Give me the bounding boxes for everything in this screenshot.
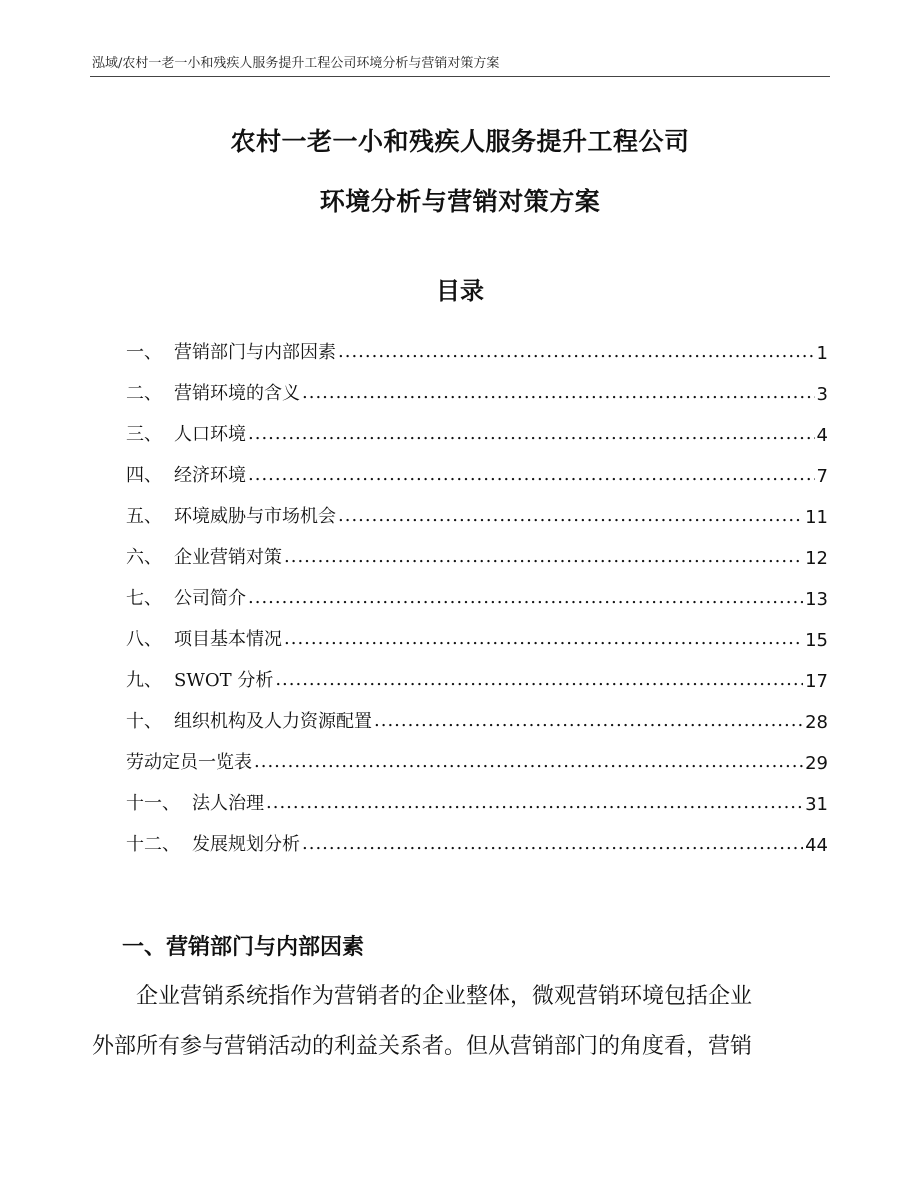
toc-entry-number: 一、 (126, 342, 162, 363)
toc-leader-dots (302, 382, 815, 403)
toc-entry-label: 法人治理 (192, 793, 264, 814)
toc-entry[interactable] (126, 774, 828, 815)
toc-entry-number: 七、 (126, 588, 162, 609)
toc-entry-page: 11 (805, 507, 828, 528)
toc-entry[interactable] (126, 528, 828, 569)
toc-entry-page: 44 (805, 835, 828, 856)
toc-heading: 目录 (436, 277, 484, 305)
toc-entry-label: SWOT 分析 (174, 670, 274, 691)
toc-leader-dots (254, 751, 803, 772)
toc-entry-label: 项目基本情况 (174, 629, 282, 650)
toc-entry-page: 1 (816, 343, 828, 364)
paragraph-line: 企业营销系统指作为营销者的企业整体，微观营销环境包括企业 (136, 984, 753, 1009)
toc-entry-number: 十一、 (126, 793, 180, 814)
toc-entry-page: 15 (805, 630, 828, 651)
toc-entry-label: 组织机构及人力资源配置 (174, 711, 372, 732)
toc-entry-label: 营销部门与内部因素 (174, 342, 336, 363)
toc-leader-dots (338, 505, 803, 526)
toc-leader-dots (338, 341, 815, 362)
toc-entry-page: 4 (816, 425, 828, 446)
toc-entry-label: 发展规划分析 (192, 834, 300, 855)
toc-leader-dots (266, 792, 803, 813)
toc-entry-page: 3 (816, 384, 828, 405)
section-heading: 一、营销部门与内部因素 (122, 935, 365, 960)
body-paragraph (92, 972, 832, 1072)
toc-entry[interactable] (126, 446, 828, 487)
toc-entry-number: 二、 (126, 383, 162, 404)
toc-leader-dots (275, 669, 803, 690)
toc-entry-page: 29 (805, 753, 828, 774)
toc-entry-number: 八、 (126, 629, 162, 650)
toc-entry-label: 经济环境 (174, 465, 246, 486)
toc-entry-page: 7 (816, 466, 828, 487)
toc-entry-page: 28 (805, 712, 828, 733)
toc-entry-label: 营销环境的含义 (174, 383, 300, 404)
toc-entry[interactable] (126, 733, 828, 774)
toc-entry-number: 三、 (126, 424, 162, 445)
toc-entry-number: 五、 (126, 506, 162, 527)
toc-entry-label: 劳动定员一览表 (126, 752, 252, 773)
toc-entry-page: 12 (805, 548, 828, 569)
toc-leader-dots (248, 587, 803, 608)
toc-entry[interactable] (126, 651, 828, 692)
toc-entry[interactable] (126, 487, 828, 528)
toc-entry-number: 十、 (126, 711, 162, 732)
toc-entry[interactable] (126, 692, 828, 733)
toc-entry[interactable] (126, 323, 828, 364)
toc-entry-label: 企业营销对策 (174, 547, 282, 568)
toc-entry-number: 六、 (126, 547, 162, 568)
paragraph-line: 外部所有参与营销活动的利益关系者。但从营销部门的角度看，营销 (92, 1034, 753, 1059)
toc-entry[interactable] (126, 364, 828, 405)
toc-entry-page: 31 (805, 794, 828, 815)
toc-entry-page: 13 (805, 589, 828, 610)
toc-entry-label: 人口环境 (174, 424, 246, 445)
toc-leader-dots (284, 546, 803, 567)
toc-entry[interactable] (126, 610, 828, 651)
toc-leader-dots (248, 423, 815, 444)
toc-entry-label: 公司简介 (174, 588, 246, 609)
toc-leader-dots (248, 464, 815, 485)
toc-entry[interactable] (126, 815, 828, 856)
toc-entry-number: 十二、 (126, 834, 180, 855)
header-divider (90, 76, 830, 77)
toc-entry-number: 九、 (126, 670, 162, 691)
toc-entry-page: 17 (805, 671, 828, 692)
toc-entry-number: 四、 (126, 465, 162, 486)
toc-leader-dots (374, 710, 803, 731)
toc-leader-dots (284, 628, 803, 649)
running-header: 泓域/农村一老一小和残疾人服务提升工程公司环境分析与营销对策方案 (92, 56, 500, 71)
toc-leader-dots (302, 833, 803, 854)
toc-entry[interactable] (126, 569, 828, 610)
table-of-contents (126, 323, 828, 856)
document-title-line-2: 环境分析与营销对策方案 (319, 187, 601, 216)
toc-entry[interactable] (126, 405, 828, 446)
toc-entry-label: 环境威胁与市场机会 (174, 506, 336, 527)
document-title-line-1: 农村一老一小和残疾人服务提升工程公司 (230, 127, 690, 156)
